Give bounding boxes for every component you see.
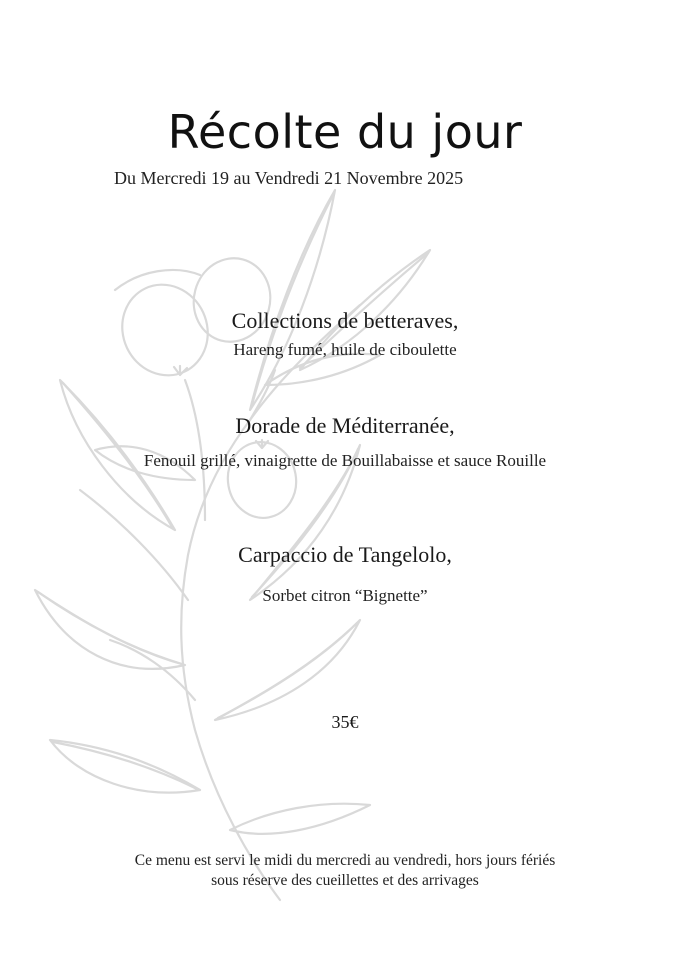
dish-name: Carpaccio de Tangelolo, — [238, 542, 452, 567]
dish-description: Fenouil grillé, vinaigrette de Bouillabaisse et sauce Rouille — [143, 451, 547, 470]
menu-dates: Du Mercredi 19 au Vendredi 21 Novembre 2025 — [114, 168, 464, 188]
dish-dessert — [0, 541, 690, 607]
menu-title: Récolte du jour — [167, 105, 523, 159]
footer-line: Ce menu est servi le midi du mercredi au vendredi, hors jours fériés — [134, 852, 556, 869]
dish-main — [0, 412, 690, 472]
dish-description: Hareng fumé, huile de ciboulette — [233, 340, 457, 359]
menu-footer-note — [0, 851, 690, 891]
dish-name: Dorade de Méditerranée, — [235, 413, 455, 438]
footer-line: sous réserve des cueillettes et des arrivages — [211, 872, 479, 889]
dish-description: Sorbet citron “Bignette” — [262, 586, 428, 605]
menu-price: 35€ — [331, 712, 359, 732]
dish-entree — [0, 307, 690, 361]
dish-name: Collections de betteraves, — [231, 308, 459, 333]
